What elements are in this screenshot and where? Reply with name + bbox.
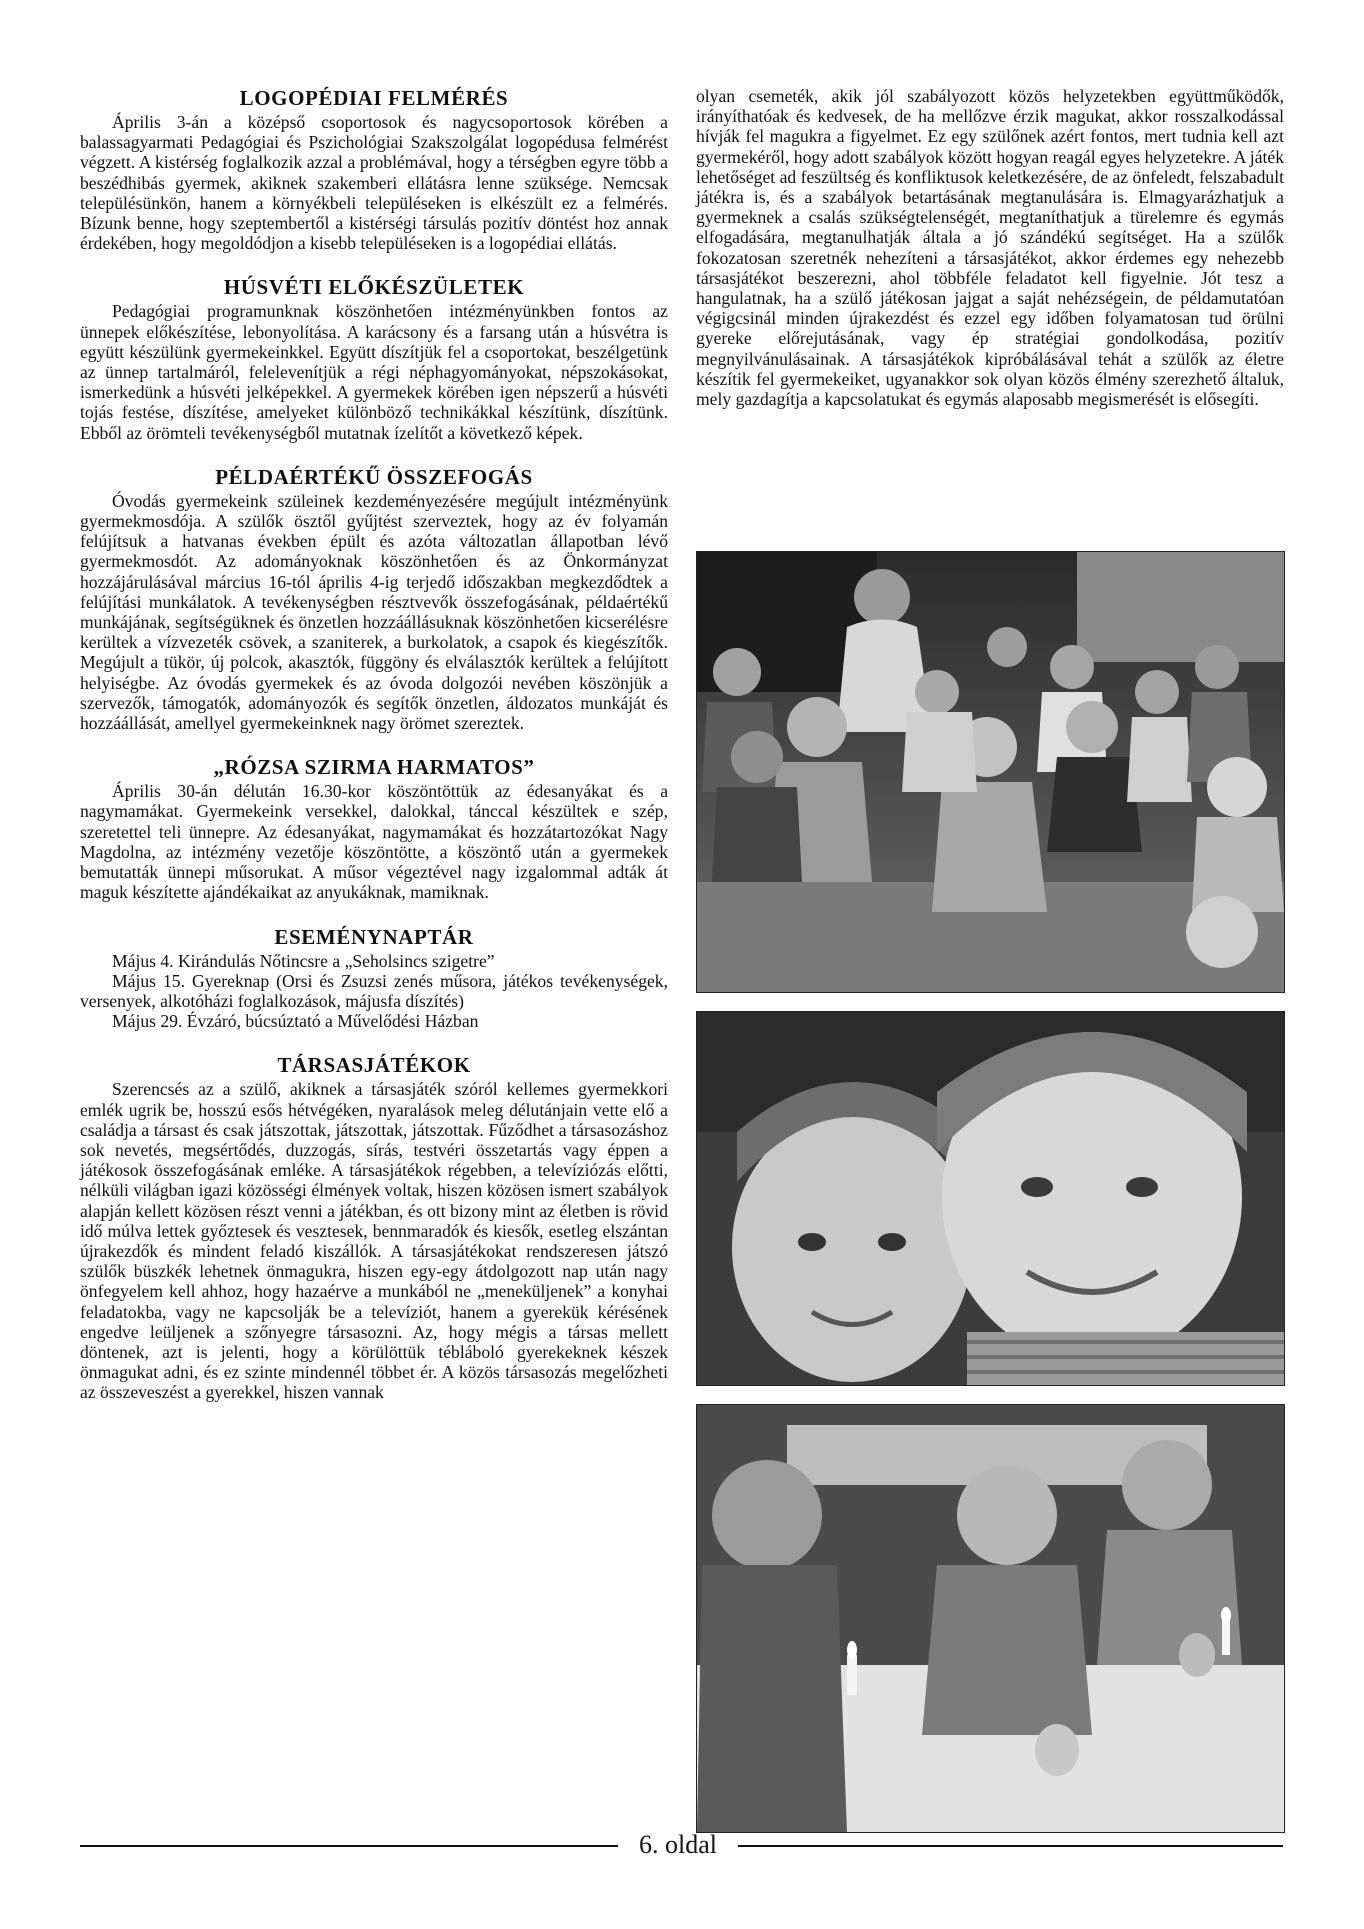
page-number: 6. oldal [639, 1830, 717, 1859]
section-logopedia [80, 86, 668, 253]
event-item: Május 29. Évzáró, búcsúztató a Művelődési Házban [112, 1011, 479, 1032]
footer-rule-right [738, 1845, 1283, 1847]
section-body-continuation: olyan csemeték, akik jól szabályozott közös helyzetekben együttműködők, irányíthatóak és kedvesek, de ha mellőzve érzik magukat, akkor rosszalkodással hívják fel magukra a figyelmet. Ez egy szülőnek azért fontos, mert tudnia kell azt gyermekéről, hogy adott szabályok között hogyan reagál egyes helyzetekre. A játék lehetőséget ad feszültség és konfliktusok keletkezésére, de az önfeledt, felszabadult játékra is, és a szabályok betartásának megtanulására is. Elmagyarázhatjuk a gyermeknek a csalás szükségtelenségét, megtaníthatjuk a türelemre és egymás elfogadására, megtanulhatják általa a jó szándékú segítséget. Ha a szülők fokozatosan szeretnék nehezíteni a társasjátékot, akkor érdemes egy nehezebb társasjátékot beszerezni, ahol többféle feladatot kell figyelnie. Jót tesz a hangulatnak, ha a szülő játékosan jajgat a saját nehézségein, de példamutatóan végigcsinál minden újrakezdést és ezzel egy időben folyamatosan tud örülni gyereke előrejutásának, vagy ép stratégiai gondolkodása, pozitív megnyilvánulásainak. A társasjátékok kipróbálásával tehát a szülők az életre készítik fel gyermekeiket, ugyanakkor sok olyan közös élmény szerezhető általuk, mely gazdagítja a kapcsolatukat és egymás alaposabb megismerését is elősegíti. [696, 86, 1284, 410]
photo-two-girls-image [697, 1012, 1284, 1385]
section-body: Április 3-án a középső csoportosok és nagycsoportosok körében a balassagyarmati Pedagógiai és Pszichológiai Szakszolgálat logopédusa felmérést végzett. A kistérség foglalkozik azzal a problémával, hogy a térségben egyre több a beszédhibás gyermek, akiknek szakemberi ellátásra lenne szüksége. Nemcsak településünkön, hanem a környékbeli településeken is elkészült ez a felmérés. Bízunk benne, hogy szeptembertől a kistérségi társulás pozitív döntést hoz annak érdekében, hogy megoldódjon a kisebb településeken is a logopédiai ellátás. [80, 112, 668, 254]
section-title: HÚSVÉTI ELŐKÉSZÜLETEK [223, 275, 525, 300]
section-rozsa [80, 755, 668, 902]
section-title: PÉLDAÉRTÉKŰ ÖSSZEFOGÁS [215, 464, 533, 489]
section-esemenynaptar [80, 925, 668, 1032]
section-body: Pedagógiai programunknak köszönhetően intézményünkben fontos az ünnepek előkészítése, lebonyolítása. A karácsony és a farsang után a húsvétra is együtt készülünk gyermekeinkkel. Együtt díszítjük fel a csoportokat, beszélgetünk az ünnep tartalmáról, felelevenítjük a régi néphagyományokat, népszokásokat, ismerkedünk a húsvéti jelképekkel. A gyermekek körében igen népszerű a húsvéti tojás festése, díszítése, amelyeket különböző technikákkal készítünk, díszítünk. Ebből az örömteli tevékenységből mutatnak ízelítőt a következő képek. [80, 301, 668, 443]
event-item: Május 15. Gyereknap (Orsi és Zsuzsi zenés műsora, játékos tevékenységek, versenyek, alkotóházi foglalkozások, májusfa díszítés) [80, 970, 668, 1011]
photo-egg-decorating-image [697, 1405, 1284, 1832]
section-title: LOGOPÉDIAI FELMÉRÉS [239, 86, 509, 110]
section-peldaerteku [80, 465, 668, 733]
left-column [80, 86, 668, 1417]
event-item: Május 4. Kirándulás Nőtincsre a „Seholsincs szigetre” [112, 950, 495, 971]
photo-egg-decorating [696, 1404, 1285, 1833]
right-column [696, 86, 1284, 409]
photo-two-girls [696, 1011, 1285, 1386]
section-body: Óvodás gyermekeink szüleinek kezdeményezésére megújult intézményünk gyermekmosdója. A szülők ösztől gyűjtést szerveztek, hogy az év folyamán felújítsuk a hatvanas években épült és azóta változatlan állapotban lévő gyermekmosdót. Az adományoknak köszönhetően és az Önkormányzat hozzájárulásával március 16-tól április 4-ig terjedő időszakban megkezdődtek a felújítási munkálatok. A tevékenységben résztvevők összefogásának, példaértékű munkájának, segítségüknek és önzetlen hozzáállásuknak köszönhetően kicserélésre kerültek a vízvezeték csövek, a szaniterek, a burkolatok, a csapok és kiegészítők. Megújult a tükör, új polcok, akasztók, függöny és elválasztók kerültek a felújított helyiségbe. Az óvodás gyermekek és az óvoda dolgozói nevében köszönjük a szervezők, támogatók, adományozók és segítők önzetlen, áldozatos munkáját és hozzáállását, amellyel gyermekeinknek nagy örömet szereztek. [80, 490, 668, 734]
section-husveti [80, 275, 668, 442]
footer-rule-left [80, 1845, 618, 1847]
section-tarsasjatekok [80, 1053, 668, 1402]
section-body: Április 30-án délután 16.30-kor köszöntöttük az édesanyákat és a nagymamákat. Gyermekeink versekkel, dalokkal, tánccal készültek e szép, szeretettel teli ünnepre. Az édesanyákat, nagymamákat és hozzátartozókat Nagy Magdolna, az intézmény vezetője köszöntötte, a köszöntő után a gyermekek bemutatták ünnepi műsorukat. A műsor végeztével nagy izgalommal adták át maguk készítette ajándékaikat az anyukáknak, mamiknak. [80, 781, 668, 903]
photo-children-group [696, 551, 1285, 993]
section-title: „RÓZSA SZIRMA HARMATOS” [213, 755, 535, 780]
section-title: TÁRSASJÁTÉKOK [277, 1053, 471, 1078]
section-title: ESEMÉNYNAPTÁR [274, 924, 474, 949]
section-body: Szerencsés az a szülő, akiknek a társasjáték szóról kellemes gyermekkori emlék ugrik be, hosszú esős hétvégéken, nyaralások meleg délutánjain vette elő a családja a társast és csak játszottak, játszottak, játszottak. Fűződhet a társasozáshoz sok nevetés, megsértődés, duzzogás, sírás, testvéri összetartás vagy éppen a játékosok összefogásának emléke. A társasjátékok régebben, a televíziózás előtti, nélküli világban igazi közösségi élmények voltak, hiszen közösen ismert szabályok alapján kellett közösen részt venni a játékban, és ott bizony mint az életben is rövid idő múlva lettek győztesek és vesztesek, bennmaradók és kiesők, esetleg elszántan újrakezdők és mindent feladó kiszállók. A társasjátékokat rendszeresen játszó szülők büszkék lehetnek önmagukra, hiszen egy-egy átdolgozott nap után nagy önfegyelem kell ahhoz, hogy hazaérve a munkából ne „meneküljenek” a konyhai feladatokba, vagy ne kapcsolják be a televíziót, hanem a gyerekük kérésének engedve leüljenek a szőnyegre társasozni. Az, hogy mégis a társas mellett döntenek, azt is jelenti, hogy a körülöttük tébláboló gyerekeknek készek önmagukat adni, és ez szinte mindennél többet ér. A közös társasozás megelőzheti az összeveszést a gyerekkel, hiszen vannak [80, 1079, 668, 1403]
photo-children-group-image [697, 552, 1284, 992]
